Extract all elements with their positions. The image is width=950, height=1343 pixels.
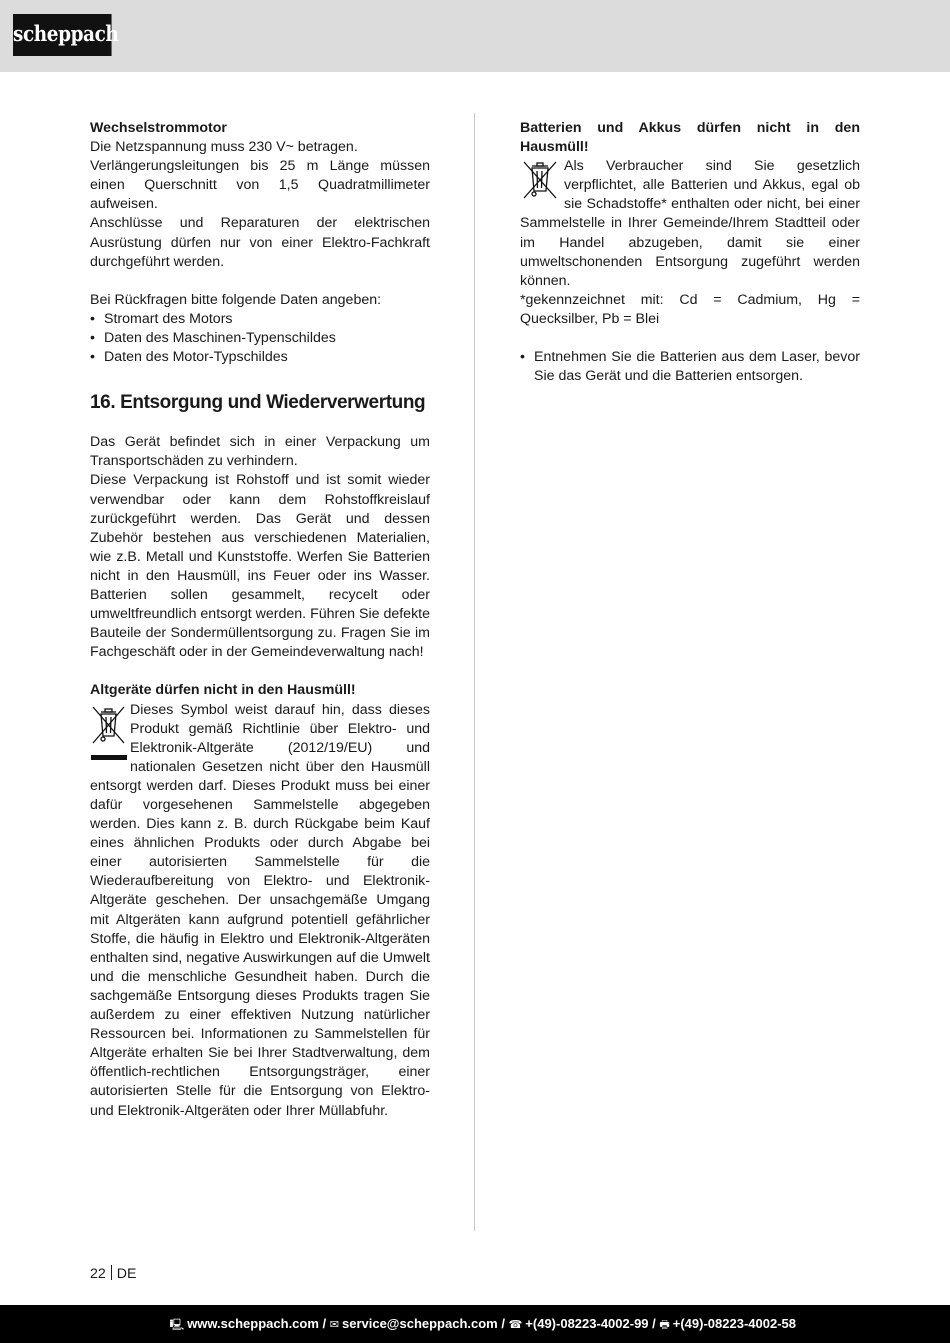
- crossed-bin-icon: [90, 703, 130, 763]
- footer-web-link[interactable]: www.scheppach.com /: [187, 1316, 327, 1331]
- list-item: • Daten des Motor-Typschildes: [90, 348, 430, 367]
- mail-icon: ✉: [329, 1319, 339, 1331]
- page-language: DE: [116, 1266, 137, 1282]
- page-number-value: 22: [90, 1266, 106, 1282]
- column-divider: [474, 113, 475, 1231]
- section-title: 16. Entsorgung und Wiederverwertung: [90, 392, 426, 414]
- motor-text-line: Die Netzspannung muss 230 V~ betragen.: [90, 139, 358, 156]
- left-column: [90, 119, 430, 1121]
- footer-bar: [0, 1305, 950, 1343]
- weee-heading: Altgeräte dürfen nicht in den Hausmüll!: [90, 682, 356, 699]
- inquiry-list: [90, 310, 430, 367]
- disposal-text: Diese Verpackung ist Rohstoff und ist somit wieder verwendbar oder kann dem Rohstoffkreislauf zurückgeführt werden. Das Gerät und dessen Zubehör bestehen aus verschiedenen Materialien, wie z.B. Metall und Kunststoffe. Werfen Sie Batterien nicht in den Hausmüll, ins Feuer oder ins Wasser. Batterien sollen gesammelt, recycelt oder umweltfreundlich entsorgt werden. Führen Sie defekte Bauteile der Sondermüllentsorgung zu. Fragen Sie im Fachgeschäft oder in der Gemeindeverwaltung nach!: [90, 472, 430, 661]
- header-bar: [0, 0, 950, 72]
- battery-text: Als Verbraucher sind Sie gesetzlich verpflichtet, alle Batterien und Akkus, egal ob sie Schadstoffe* enthalten oder nicht, bei einer Sammelstelle in Ihrer Gemeinde/Ihrem Stadtteil oder im Handel abzugeben, damit sie einer umweltschonenden Entsorgung zugeführt werden können.: [520, 158, 860, 289]
- footer-email-link[interactable]: service@scheppach.com /: [341, 1316, 505, 1331]
- phone-icon: ☎: [508, 1319, 523, 1331]
- footer-phone: +(49)-08223-4002-99 /: [525, 1316, 656, 1331]
- fax-icon: 🖶: [659, 1319, 670, 1331]
- motor-text-line: Verlängerungsleitungen bis 25 m Länge müssen einen Querschnitt von 1,5 Quadratmillimeter aufweisen.: [90, 158, 430, 213]
- page-number: [90, 1265, 137, 1282]
- battery-note: *gekennzeichnet mit: Cd = Cadmium, Hg = Quecksilber, Pb = Blei: [520, 291, 860, 327]
- motor-heading: Wechselstrommotor: [90, 120, 227, 136]
- battery-heading: Batterien und Akkus dürfen nicht in den Hausmüll!: [520, 120, 860, 156]
- footer-fax: +(49)-08223-4002-58: [672, 1316, 796, 1331]
- right-column: [520, 119, 860, 386]
- battery-list: [520, 348, 860, 386]
- battery-bin-icon: [520, 159, 564, 201]
- computer-icon: 🖳: [169, 1319, 185, 1331]
- weee-text: Dieses Symbol weist darauf hin, dass dieses Produkt gemäß Richtlinie über Elektro- und Elektronik-Altgeräte (2012/19/EU) und nationalen Gesetzen nicht über den Hausmüll entsorgt werden darf. Dieses Produkt muss bei einer dafür vorgesehenen Sammelstelle abgegeben werden. Dies kann z. B. durch Rückgabe beim Kauf eines ähnlichen Produkts oder durch Abgabe bei einer autorisierten Sammelstelle für die Wiederaufbereitung von Elektro- und Elektronik- Altgeräte geschehen. Der unsachgemäße Umgang mit Altgeräten kann aufgrund potentiell gefährlicher Stoffe, die häufig in Elektro und Elektronik-Altgeräten enthalten sind, negative Auswirkungen auf die Umwelt und die menschliche Gesundheit haben. Durch die sachgemäße Entsorgung dieses Produkts tragen Sie außerdem zu einer effektiven Nutzung natürlicher Ressourcen bei. Informationen zu Sammelstellen für Altgeräte erhalten Sie bei Ihrer Stadtverwaltung, dem öffentlich-rechtlichen Entsorgungsträger, einer autorisierten Stelle für die Entsorgung von Elektro- und Elektronik-Altgeräten oder Ihrer Müllabfuhr.: [90, 701, 430, 1119]
- disposal-text: Das Gerät befindet sich in einer Verpackung um Transportschäden zu verhindern.: [90, 434, 430, 470]
- list-item: • Daten des Maschinen-Typenschildes: [90, 329, 430, 348]
- motor-text-line: Anschlüsse und Reparaturen der elektrischen Ausrüstung dürfen nur von einer Elektro-Fachkraft durchgeführt werden.: [90, 215, 430, 270]
- list-item: • Entnehmen Sie die Batterien aus dem Laser, bevor Sie das Gerät und die Batterien entsorgen.: [520, 348, 860, 386]
- list-item: • Stromart des Motors: [90, 310, 430, 329]
- inquiry-intro: Bei Rückfragen bitte folgende Daten angeben:: [90, 291, 382, 308]
- brand-logo: scheppach: [13, 14, 112, 56]
